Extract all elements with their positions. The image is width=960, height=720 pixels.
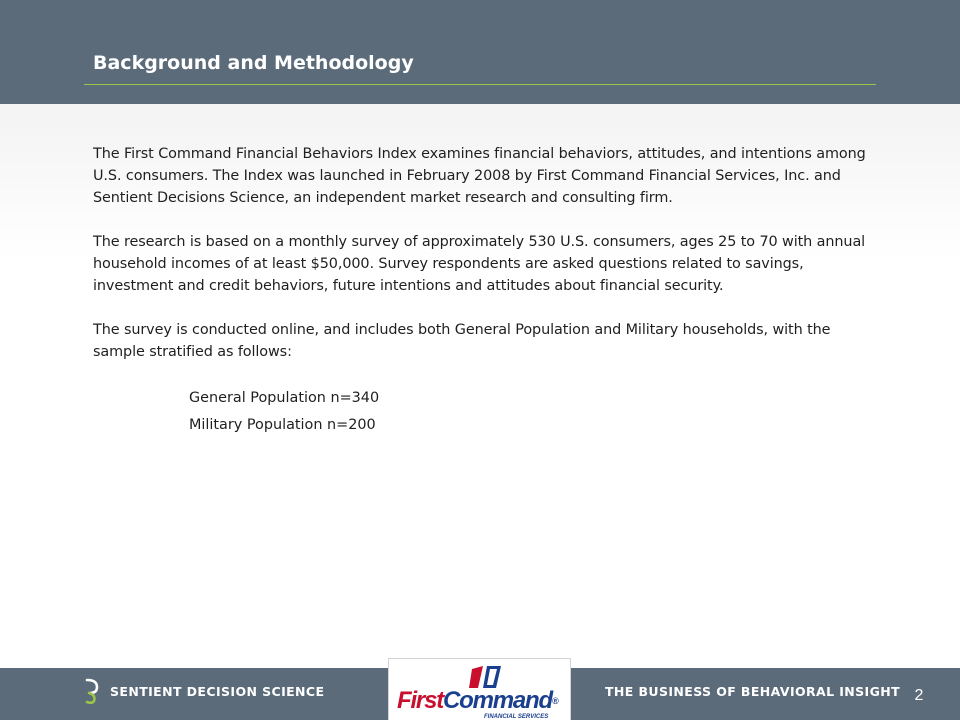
wordmark-first: First	[397, 687, 444, 714]
first-command-wordmark	[397, 687, 559, 715]
sample-list	[93, 385, 873, 439]
first-command-subtitle: FINANCIAL SERVICES	[484, 714, 549, 720]
paragraph-survey: The survey is conducted online, and includes both General Population and Military households, with the sample stratified as follows:	[93, 322, 831, 360]
first-command-logo	[388, 658, 571, 720]
slide-title: Background and Methodology	[93, 52, 414, 74]
title-underline	[84, 84, 876, 85]
slide-body	[93, 143, 873, 439]
sample-general-population: General Population n=340	[189, 390, 380, 406]
footer-tagline: THE BUSINESS OF BEHAVIORAL INSIGHT	[605, 684, 901, 699]
paragraph-research: The research is based on a monthly survey of approximately 530 U.S. consumers, ages 25 to 70 with annual household incomes of at least $50,000. Survey respondents are asked questions related to savings, investment and credit behaviors, future intentions and attitudes about financial security.	[93, 234, 866, 294]
wordmark-trademark: ®	[551, 696, 559, 706]
wordmark-command: Command	[443, 687, 552, 714]
sentient-logo-icon	[84, 677, 100, 705]
paragraph-background: The First Command Financial Behaviors Index examines financial behaviors, attitudes, and intentions among U.S. consumers. The Index was launched in February 2008 by First Command Financial Services, Inc. and Sentient Decisions Science, an independent market research and consulting firm.	[93, 146, 866, 206]
sample-military-population: Military Population n=200	[189, 417, 376, 433]
page-number: 2	[914, 687, 924, 704]
sentient-brand-name: SENTIENT DECISION SCIENCE	[110, 684, 325, 699]
